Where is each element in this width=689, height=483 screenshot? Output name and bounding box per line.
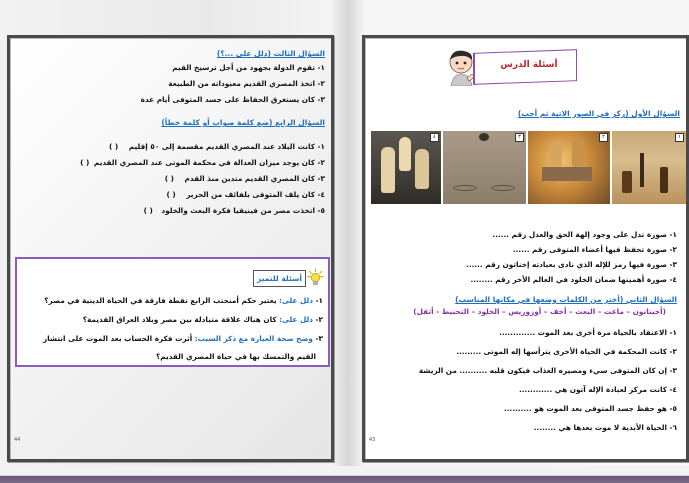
lesson-questions-banner (473, 49, 577, 85)
answer-blank[interactable]: ( ) (164, 174, 174, 183)
q4-item-5 (144, 205, 325, 217)
q4-item-1 (109, 141, 325, 153)
photo-number: ٤ (430, 133, 439, 142)
photo-2-mummification (528, 131, 610, 204)
lightbulb-icon (307, 268, 324, 287)
excellence-item-3-continuation: القيم والتمسك بها في حياة المصري القديم؟ (156, 352, 316, 361)
q3-item-3: ٣- كان يستغرق الحفاظ على جسد المتوفى أيام عدة (140, 95, 325, 104)
answer-blank[interactable]: ( ) (109, 142, 119, 151)
q4-item-4 (166, 189, 325, 201)
excellence-label: أسئلة للتميز (253, 270, 306, 287)
page-43 (362, 35, 689, 462)
q3-item-1: ١- تقوم الدولة بجهود من أجل ترسيخ القيم (172, 63, 325, 72)
q2-title: السؤال الثاني (أختر من الكلمات وضعها في مكانها المناسب) (455, 295, 677, 304)
photo-4-canopic-jars (371, 131, 441, 204)
q1-title: السؤال الأول (ركز في الصور الاتية ثم أجب) (517, 109, 680, 118)
excellence-item-1 (44, 295, 323, 307)
q3-title: السؤال الثالث (دلل على ...؟) (216, 49, 325, 58)
photo-number: ١ (675, 133, 684, 142)
q4-title: السؤال الرابع (ضع كلمة صواب أو كلمة خطأ) (161, 118, 325, 127)
page-number: 44 (14, 437, 21, 443)
q4-item-text: ٤- كان يلف المتوفى بلفائف من الحرير (186, 190, 325, 199)
item-text: كان هناك علاقة متبادلة بين مصر وبلاد العراق القديمة؟ (82, 315, 280, 324)
excellence-questions-box (15, 257, 330, 367)
q2-item-1: ١- الاعتقاد بالحياة مرة أخرى بعد الموت ............. (499, 328, 677, 337)
q1-item-3: ٣- صورة فيها رمز للإله الذي نادى بعبادته إخناتون رقم ...... (466, 260, 677, 269)
excellence-item-3 (43, 333, 323, 345)
banner-title: أسئلة الدرس (500, 59, 558, 70)
q2-item-6: ٦- الحياة الأبدية لا موت بعدها هي ........ (533, 423, 677, 432)
item-text: يعتبر حكم أمنحتب الرابع نقطة فارقة في الحياة الدينية في مصر؟ (44, 296, 280, 305)
word-bank: (أخيتاتون – ماعت – البعث – أخف – أوزوريس – الخلود – التحنيط - أثقل) (413, 307, 666, 316)
item-number: ٣- (312, 334, 323, 343)
bottom-strip (0, 466, 689, 483)
q1-item-1: ١- صورة تدل على وجود إلهة الحق والعدل رقم ...... (492, 230, 677, 239)
item-text: أثرت فكرة الحساب بعد الموت على انتشار (42, 334, 195, 343)
q4-item-text: ٢- كان يوجد ميزان العدالة في محكمة الموتى عند المصري القديم (93, 158, 325, 167)
item-cue: دلل على: (279, 296, 313, 305)
q1-item-4: ٤- صورة أهميتها ضمان الخلود في العالم الأخر رقم ........ (470, 275, 677, 284)
q4-item-3 (165, 173, 325, 185)
page-number: 43 (369, 437, 376, 443)
q2-item-2: ٢- كانت المحكمة في الحياة الأخرى يترأسها إله الموتى ......... (456, 347, 677, 356)
answer-blank[interactable]: ( ) (143, 206, 153, 215)
photo-number: ٣ (515, 133, 524, 142)
item-cue: دلل على: (279, 315, 313, 324)
page-44 (7, 35, 334, 462)
q2-item-3: ٣- إن كان المتوفى سيء ومصيره العذاب فيكون قلبه .......... من الريشة (418, 366, 677, 375)
q4-item-text: ١- كانت البلاد عند المصري القديم مقسمة إلى ٥٠ إقليم (128, 142, 325, 151)
q2-item-5: ٥- هو حفظ جسد المتوفى بعد الموت هو .......... (504, 404, 677, 413)
photo-strip (365, 131, 686, 204)
item-number: ١- (312, 296, 323, 305)
item-cue: وضح صحة العبارة مع ذكر السبب: (194, 334, 313, 343)
q3-item-2: ٢- اتخذ المصري القديم معبوداته من الطبيعة (168, 79, 325, 88)
q4-item-text: ٣- كان المصري القديم متدين منذ القدم (184, 174, 325, 183)
answer-blank[interactable]: ( ) (166, 190, 176, 199)
q4-item-text: ٥- اتخذت مصر من فينيقيا فكرة البعث والخلود (161, 206, 325, 215)
q4-item-2 (80, 157, 325, 169)
item-number: ٢- (312, 315, 323, 324)
answer-blank[interactable]: ( ) (80, 158, 90, 167)
photo-3-aten-relief (443, 131, 526, 204)
excellence-item-2 (83, 314, 323, 326)
q1-item-2: ٢- صورة تحفظ فيها أعضاء المتوفى رقم ...... (512, 245, 677, 254)
q2-item-4: ٤- كانت مركز لعبادة الإله آتون هي ............ (518, 385, 677, 394)
photo-1-papyrus (612, 131, 686, 204)
photo-number: ٢ (599, 133, 608, 142)
